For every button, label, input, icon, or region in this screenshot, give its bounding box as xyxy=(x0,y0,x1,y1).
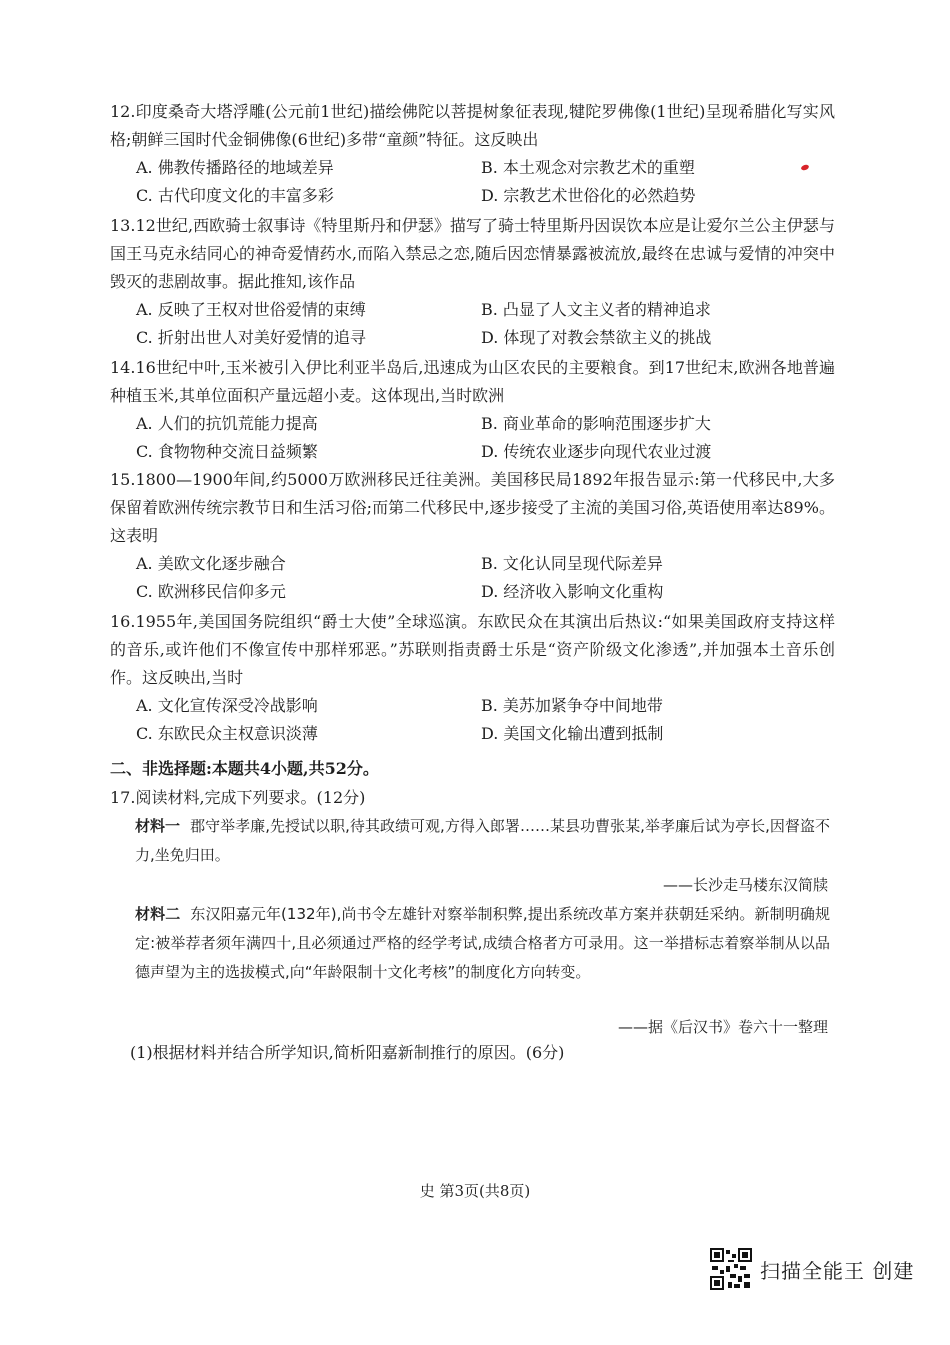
option-a: A. 人们的抗饥荒能力提高 xyxy=(136,414,318,433)
option-a: A. 佛教传播路径的地域差异 xyxy=(136,158,334,177)
option-d: D. 宗教艺术世俗化的必然趋势 xyxy=(481,186,696,205)
question-14-options xyxy=(136,410,835,466)
option-a: A. 反映了王权对世俗爱情的束缚 xyxy=(136,300,366,319)
material-2-source: ——据《后汉书》卷六十一整理 xyxy=(617,1018,828,1036)
question-16-stem: 16.1955年,美国国务院组织“爵士大使”全球巡演。东欧民众在其演出后热议:“如果美国政府支持这样的音乐,或许他们不像宣传中那样邪恶。”苏联则指责爵士乐是“资产阶级文化渗透”,并加强本土音乐创作。这反映出,当时 xyxy=(110,612,835,687)
question-15 xyxy=(110,466,835,606)
question-17-stem: 17.阅读材料,完成下列要求。(12分) xyxy=(110,788,366,807)
option-a: A. 文化宣传深受冷战影响 xyxy=(136,696,318,715)
question-16-options xyxy=(136,692,835,748)
question-13 xyxy=(110,212,835,352)
qr-code-icon xyxy=(710,1248,752,1290)
option-b: B. 本土观念对宗教艺术的重塑 xyxy=(481,158,695,177)
option-c: C. 折射出世人对美好爱情的追寻 xyxy=(136,328,366,347)
material-2 xyxy=(135,900,830,987)
question-14 xyxy=(110,354,835,466)
question-13-stem: 13.12世纪,西欧骑士叙事诗《特里斯丹和伊瑟》描写了骑士特里斯丹因误饮本应是让爱尔兰公主伊瑟与国王马克永结同心的神奇爱情药水,而陷入禁忌之恋,随后因恋情暴露被流放,最终在忠诚与爱情的冲突中毁灭的悲剧故事。据此推知,该作品 xyxy=(110,216,835,291)
question-14-stem: 14.16世纪中叶,玉米被引入伊比利亚半岛后,迅速成为山区农民的主要粮食。到17世纪末,欧洲各地普遍种植玉米,其单位面积产量远超小麦。这体现出,当时欧洲 xyxy=(110,358,835,405)
question-15-stem: 15.1800—1900年间,约5000万欧洲移民迁往美洲。美国移民局1892年报告显示:第一代移民中,大多保留着欧洲传统宗教节日和生活习俗;而第二代移民中,逐步接受了主流的美国习俗,英语使用率达89%。这表明 xyxy=(110,470,835,545)
option-b: B. 商业革命的影响范围逐步扩大 xyxy=(481,414,711,433)
option-c: C. 食物物种交流日益频繁 xyxy=(136,442,318,461)
question-12-stem: 12.印度桑奇大塔浮雕(公元前1世纪)描绘佛陀以菩提树象征表现,犍陀罗佛像(1世纪)呈现希腊化写实风格;朝鲜三国时代金铜佛像(6世纪)多带“童颜”特征。这反映出 xyxy=(110,102,835,149)
option-d: D. 传统农业逐步向现代农业过渡 xyxy=(481,442,712,461)
option-c: C. 古代印度文化的丰富多彩 xyxy=(136,186,334,205)
option-c: C. 欧洲移民信仰多元 xyxy=(136,582,286,601)
question-12-options xyxy=(136,154,835,210)
section-heading: 二、非选择题:本题共4小题,共52分。 xyxy=(110,759,379,778)
question-12 xyxy=(110,98,835,210)
question-16 xyxy=(110,608,835,748)
option-b: B. 美苏加紧争夺中间地带 xyxy=(481,696,663,715)
question-13-options xyxy=(136,296,835,352)
option-b: B. 文化认同呈现代际差异 xyxy=(481,554,663,573)
page-footer: 史 第3页(共8页) xyxy=(419,1182,531,1200)
material-2-text: 东汉阳嘉元年(132年),尚书令左雄针对察举制积弊,提出系统改革方案并获朝廷采纳。新制明确规定:被举荐者须年满四十,且必须通过严格的经学考试,成绩合格者方可录用。这一举措标志着察举制从以品德声望为主的选拔模式,向“年龄限制十文化考核”的制度化方向转变。 xyxy=(135,905,830,981)
question-17-sub-1: (1)根据材料并结合所学知识,简析阳嘉新制推行的原因。(6分) xyxy=(130,1043,565,1062)
material-2-label: 材料二 xyxy=(135,905,181,923)
material-1-source: ——长沙走马楼东汉简牍 xyxy=(662,876,828,894)
watermark-text: 扫描全能王 创建 xyxy=(760,1258,915,1283)
option-c: C. 东欧民众主权意识淡薄 xyxy=(136,724,318,743)
option-a: A. 美欧文化逐步融合 xyxy=(136,554,286,573)
material-1 xyxy=(135,812,830,870)
option-b: B. 凸显了人文主义者的精神追求 xyxy=(481,300,711,319)
option-d: D. 经济收入影响文化重构 xyxy=(481,582,664,601)
question-15-options xyxy=(136,550,835,606)
scanner-watermark xyxy=(710,1248,914,1290)
material-1-label: 材料一 xyxy=(135,817,181,835)
option-d: D. 体现了对教会禁欲主义的挑战 xyxy=(481,328,712,347)
option-d: D. 美国文化输出遭到抵制 xyxy=(481,724,664,743)
material-1-text: 郡守举孝廉,先授试以职,待其政绩可观,方得入郎署……某县功曹张某,举孝廉后试为亭长,因督盗不力,坐免归田。 xyxy=(135,817,830,864)
